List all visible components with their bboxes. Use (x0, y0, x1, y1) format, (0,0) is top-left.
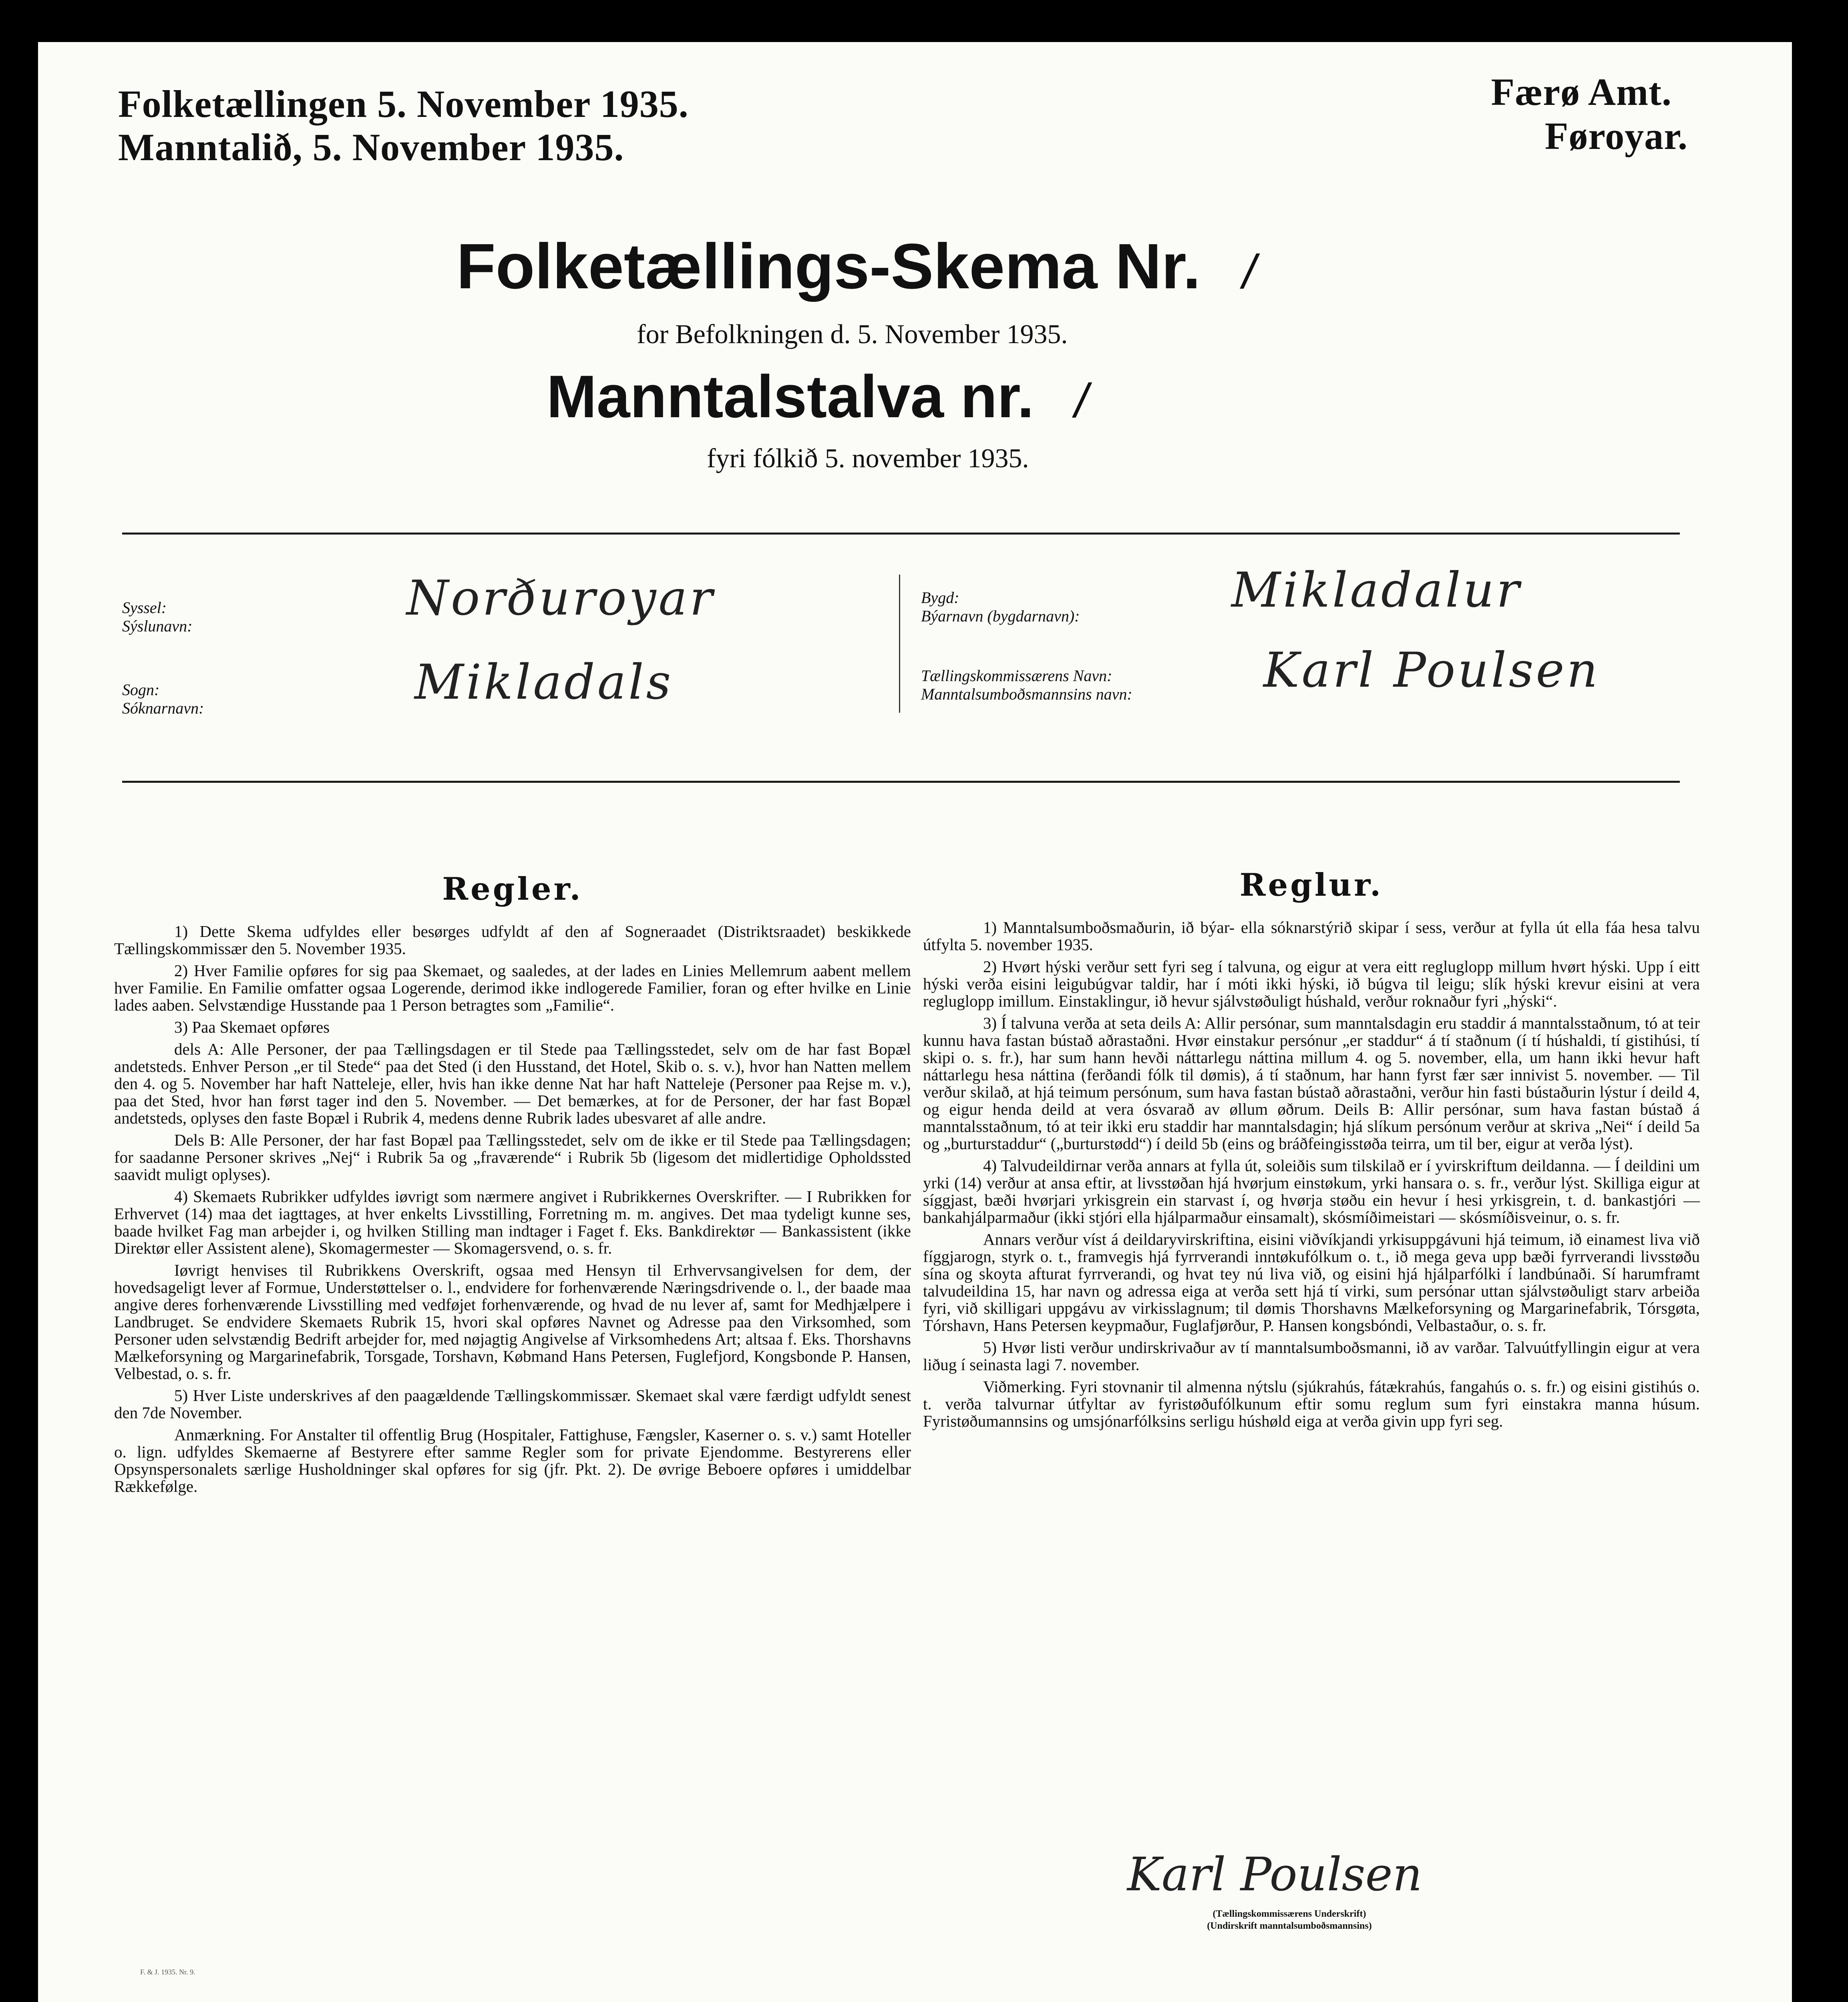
regler-heading: Regler. (442, 871, 583, 907)
regler-note: Anmærkning. For Anstalter til offentlig Brug (Hospitaler, Fattighuse, Fængsler, Kaserner o. s. v.) samt Hoteller o. lign. udfyldes Skemaerne af Bestyrere efter samme Regler som for private Ejendomme. Bestyrerens eller Opsynspersonalets særlige Husholdninger skal opføres for sig (jfr. Pkt. 2). De øvrige Beboere opføres i umiddelbar Rækkefølge. (114, 1425, 911, 1495)
kommissaer-label-fo: Manntalsumboðsmannsins navn: (921, 685, 1132, 703)
reglur-rule-4b: Annars verður víst á deildaryvirskriftina, eisini viðvíkjandi yrkisuppgávuni hjá teimum, ið einamest liva við fíggjarogn, styrk o. t., framvegis hjá fyrrverandi inntøkufólkum o. t., ið mega geva upp bæði fyrrverandi livsstøðu sína og skoyta afturat fyrrverandi, og hvat tey nú liva við, og eisini hjá hjálparfólki í landbúnaði. Sí harumframt talvudeildina 15, har navn og adressa eiga at verða sett hjá tí virki, sum persónar uttan sjálvstøðuligt starv arbeiða fyri, við skilligari uppgávu av virkisslagnum; til dømis Thorshavns Mælkeforsyning og Margarinefabrik, Tórsgøta, Tórshavn, Hans Petersen keypmaður, Fuglafjørður, P. Hansen kongsbóndi, Velbastaður, o. s. fr. (923, 1230, 1700, 1335)
header-census-fo: Manntalið, 5. November 1935. (118, 126, 624, 169)
bygd-label (921, 589, 1080, 625)
kommissaer-label (921, 667, 1132, 704)
bygd-label-fo: Býarnavn (bygdarnavn): (921, 607, 1080, 625)
signature-caption-da: (Tællingskommissærens Underskrift) (1213, 1909, 1366, 1919)
signature-caption-fo: (Undirskrift manntalsumboðsmannsins) (1207, 1921, 1372, 1931)
bottom-divider (122, 781, 1680, 783)
reglur-rule-5: 5) Hvør listi verður undirskrivaður av tí manntalsumboðsmanni, ið av varðar. Talvuútfyllingin eigur at vera liðug í seinasta lagi 7. november. (923, 1338, 1700, 1374)
header-amt-fo: Føroyar. (1544, 115, 1688, 157)
reglur-rule-3: 3) Í talvuna verða at seta deils A: Allir persónar, sum manntalsdagin eru staddir á manntalsstaðnum, tó at teir kunnu hava fastan bústað aðrastaðni. Hvør einstakur persónur „er staddur“ á tí staðnum (í tí húshaldi, tí gistihúsi, tí skipi o. s. fr.), har sum hann hevði náttarlegu náttina millum 4. og 5. november, ella, um hann ikki hevur haft náttarlegu hesa náttina (ferðandi fólk til dømis), á tí staðnum, har hann fyrst fær sær innivist 5. november. — Til verður skilað, at hjá teimum persónum, sum hava fastan bústað aðrastaðni, verður hin fasti bústaðurin lýstur í deild 4, og eigur henda deild at vera ósvarað av øllum øðrum. Deils B: Allir persónar, sum hava fastan bústað á manntalsstaðnum, tó at teir ikki eru staddir har manntalsdagin; hjá slíkum persónum verður at skriva „Nei“ í deild 5a og „burturstaddur“ („burturstødd“) í deild 5b (eins og bráðfeingisstøða teirra, um til ber, eigur at verða lýst). (923, 1014, 1700, 1153)
regler-rule-3b: Dels B: Alle Personer, der har fast Bopæl paa Tællingsstedet, selv om de ikke er til Stede paa Tællingsdagen; for saadanne Personer skrives „Nej“ i Rubrik 5a og „fraværende“ i Rubrik 5b (ligesom det midlertidige Opholdssted saavidt muligt oplyses). (114, 1131, 911, 1184)
form-title-fo (547, 362, 1088, 435)
reglur-column (923, 919, 1700, 1435)
regler-rule-2: 2) Hver Familie opføres for sig paa Skemaet, og saaledes, at der lades en Linies Mellemrum aabent mellem hver Familie. En Familie omfatter ogsaa Logerende, derimod ikke indlogerede Familier, foran og efter hvilke en Linie lades aaben. Selvstændige Husstande paa 1 Person betragtes som „Familie“. (114, 961, 911, 1014)
form-number-da: / (1242, 245, 1256, 299)
syssel-label-fo: Sýslunavn: (122, 617, 193, 635)
reglur-heading: Reglur. (1239, 867, 1383, 903)
print-mark: F. & J. 1935. Nr. 9. (140, 1968, 195, 1976)
header-census-da: Folketællingen 5. November 1935. (118, 82, 689, 125)
regler-rule-4b: Iøvrigt henvises til Rubrikkens Overskrift, ogsaa med Hensyn til Erhvervsangivelsen for dem, der hovedsageligt lever af Formue, Understøttelser o. l., endvidere for forhenværende Næringsdrivende o. l., der baade maa angive deres forhenværende Livsstilling med vedføjet forhenværende, og hvad de nu lever af, samt for Medhjælpere i Landbruget. Se endvidere Skemaets Rubrik 15, hvori skal opføres Navnet og Adresse paa den Virksomhed, som Personer uden selvstændig Bedrift arbejder for, med nøjagtig Angivelse af Virksomhedens Art; altsaa f. Eks. Thorshavns Mælkeforsyning og Margarinefabrik, Torsgade, Torshavn, Købmand Hans Petersen, Fuglefjord, Kongsbonde P. Hansen, Velbestad, o. s. fr. (114, 1261, 911, 1383)
bygd-value: Mikladalur (1231, 563, 1522, 618)
kommissaer-label-da: Tællingskommissærens Navn: (921, 667, 1112, 685)
form-title-da-text: Folketællings-Skema Nr. (456, 230, 1201, 302)
regler-rule-3: 3) Paa Skemaet opføres (174, 1018, 330, 1036)
signature: Karl Poulsen (1127, 1848, 1422, 1901)
syssel-value: Norðuroyar (406, 571, 715, 626)
header-amt-da: Færø Amt. (1491, 70, 1672, 113)
regler-column (114, 923, 911, 1500)
form-number-fo: / (1074, 374, 1088, 428)
reglur-rule-2: 2) Hvørt hýski verður sett fyri seg í talvuna, og eigur at vera eitt regluglopp millum hvørt hýski. Upp í eitt hýski verða eisini leigubúgvar taldir, har í móti ikki hýski, ið búgva til leigu; slík hýski krevur eisini at vera regluglopp imillum. Einstaklingur, ið hevur sjálvstøðuligt húshald, verður roknaður fyri „hýski“. (923, 957, 1700, 1010)
sogn-label (122, 681, 204, 718)
sogn-value: Mikladals (414, 655, 674, 710)
form-title-da (456, 230, 1256, 308)
syssel-label (122, 599, 193, 635)
top-divider (122, 533, 1680, 535)
reglur-rule-4: 4) Talvudeildirnar verða annars at fylla út, soleiðis sum tilskilað er í yvirskriftum deildanna. — Í deildini um yrki (14) verður at ansa eftir, at livsstøðan hjá hvørjum einstøkum, yrki hansara o. s. fr., verður lýst. Skilliga eigur at síggjast, bæði hvørjari yrkisgrein ein starvast í, og hvørja støðu ein hevur í hesi yrkisgrein, t. d. bankastjóri — bankahjálparmaður (ikki stjóri ella hjálparmaður einsamalt), skósmíðimeistari — skósmíðisveinur, o. s. fr. (923, 1156, 1700, 1226)
regler-rule-1: 1) Dette Skema udfyldes eller besørges udfyldt af den af Sogneraadet (Distriktsraadet) beskikkede Tællingskommissær den 5. November 1935. (114, 922, 911, 958)
fields-vertical-divider (899, 575, 900, 713)
regler-rule-5: 5) Hver Liste underskrives af den paagældende Tællingskommissær. Skemaet skal være færdigt udfyldt senest den 7de November. (114, 1386, 911, 1422)
sogn-label-da: Sogn: (122, 681, 160, 699)
sogn-label-fo: Sóknarnavn: (122, 699, 204, 717)
form-subtitle-fo: fyri fólkið 5. november 1935. (707, 443, 1029, 473)
census-form-page (38, 42, 1792, 2002)
kommissaer-value: Karl Poulsen (1263, 643, 1600, 698)
reglur-note: Viðmerking. Fyri stovnanir til almenna nýtslu (sjúkrahús, fátækrahús, fangahús o. s. fr.) og eisini gistihús o. t. verða talvurnar útfyltar av fyristøðufólkunum eftir somu reglum sum fyri einstakra manna húsum. Fyristøðumannsins og umsjónarfólksins serligu húshøld eiga at verða givin upp fyri seg. (923, 1377, 1700, 1430)
regler-rule-4: 4) Skemaets Rubrikker udfyldes iøvrigt som nærmere angivet i Rubrikkernes Overskrifter. — I Rubrikken for Erhvervet (14) maa det iagttages, at hver enkelts Livsstilling, Forretning m. m. angives. Det maa tydeligt kunne ses, baade hvilket Fag man arbejder i, og hvilken Stilling man indtager i Faget f. Eks. Bankdirektør — Bankassistent (ikke Direktør eller Assistent alene), Skomagermester — Skomagersvend, o. s. fr. (114, 1187, 911, 1257)
form-subtitle-da: for Befolkningen d. 5. November 1935. (637, 319, 1068, 349)
regler-rule-3a: dels A: Alle Personer, der paa Tællingsdagen er til Stede paa Tællingsstedet, selv om de har fast Bopæl andetsteds. Enhver Person „er til Stede“ paa det Sted (i den Husstand, det Hotel, Skib o. s. v.), hvor han Natten mellem den 4. og 5. November har haft Natteleje, eller, hvis han ikke denne Nat har haft Natteleje (Personer paa Rejse m. v.), paa det Sted, hvor han først tager ind den 5. November. — Det bemærkes, at for de Personer, der har fast Bopæl andetsteds, oplyses den faste Bopæl i Rubrik 4, medens denne Rubrik lades ubesvaret af alle andre. (114, 1040, 911, 1127)
signature-captions (1079, 1908, 1500, 1932)
reglur-rule-1: 1) Manntalsumboðsmaðurin, ið býar- ella sóknarstýrið skipar í sess, verður at fylla út ella fáa hesa talvu útfylta 5. november 1935. (923, 918, 1700, 954)
bygd-label-da: Bygd: (921, 589, 959, 607)
syssel-label-da: Syssel: (122, 599, 167, 617)
form-title-fo-text: Manntalstalva nr. (547, 363, 1034, 430)
